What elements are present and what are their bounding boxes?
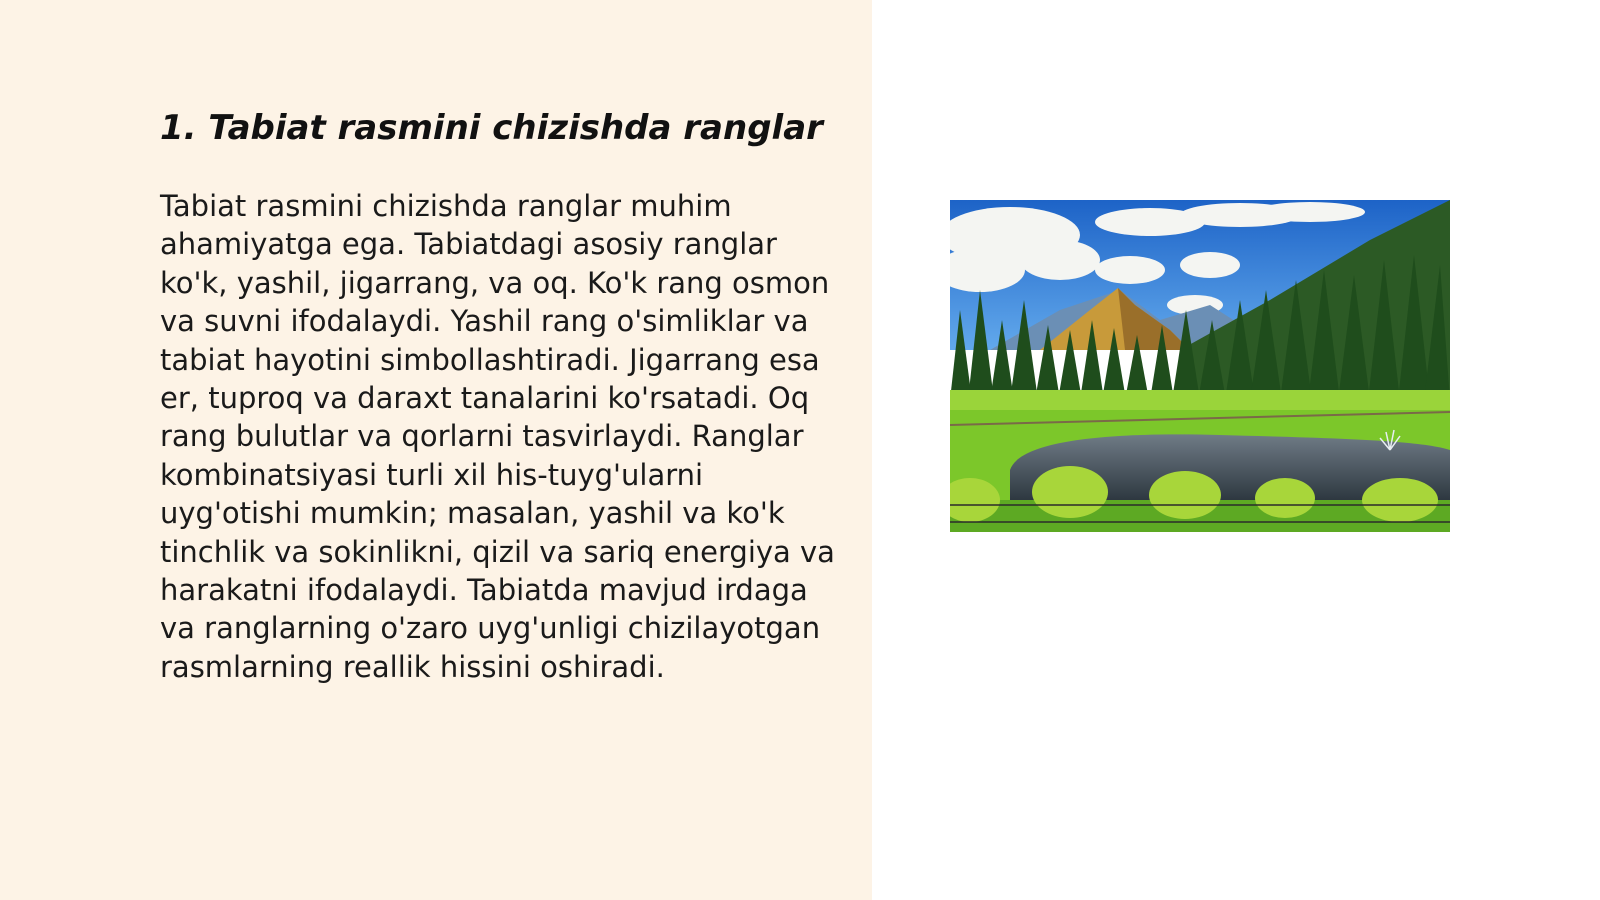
- slide-title: 1. Tabiat rasmini chizishda ranglar: [160, 108, 823, 148]
- landscape-image: [950, 200, 1450, 532]
- landscape-illustration: [950, 200, 1450, 532]
- slide-body-text: Tabiat rasmini chizishda ranglar muhim ahamiyatga ega. Tabiatdagi asosiy ranglar ko'k, yashil, jigarrang, va oq. Ko'k rang osmon va suvni ifodalaydi. Yashil rang o'simliklar va tabiat hayotini simbollashtiradi. Jigarrang esa er, tuproq va daraxt tanalarini ko'rsatadi. Oq rang bulutlar va qorlarni tasvirlaydi. Ranglar kombinatsiyasi turli xil his-tuyg'ularni uyg'otishi mumkin; masalan, yashil va ko'k tinchlik va sokinlikni, qizil va sariq energiya va harakatni ifodalaydi. Tabiatda mavjud irdaga va ranglarning o'zaro uyg'unligi chizilayotgan rasmlarning reallik hissini oshiradi.: [160, 189, 835, 684]
